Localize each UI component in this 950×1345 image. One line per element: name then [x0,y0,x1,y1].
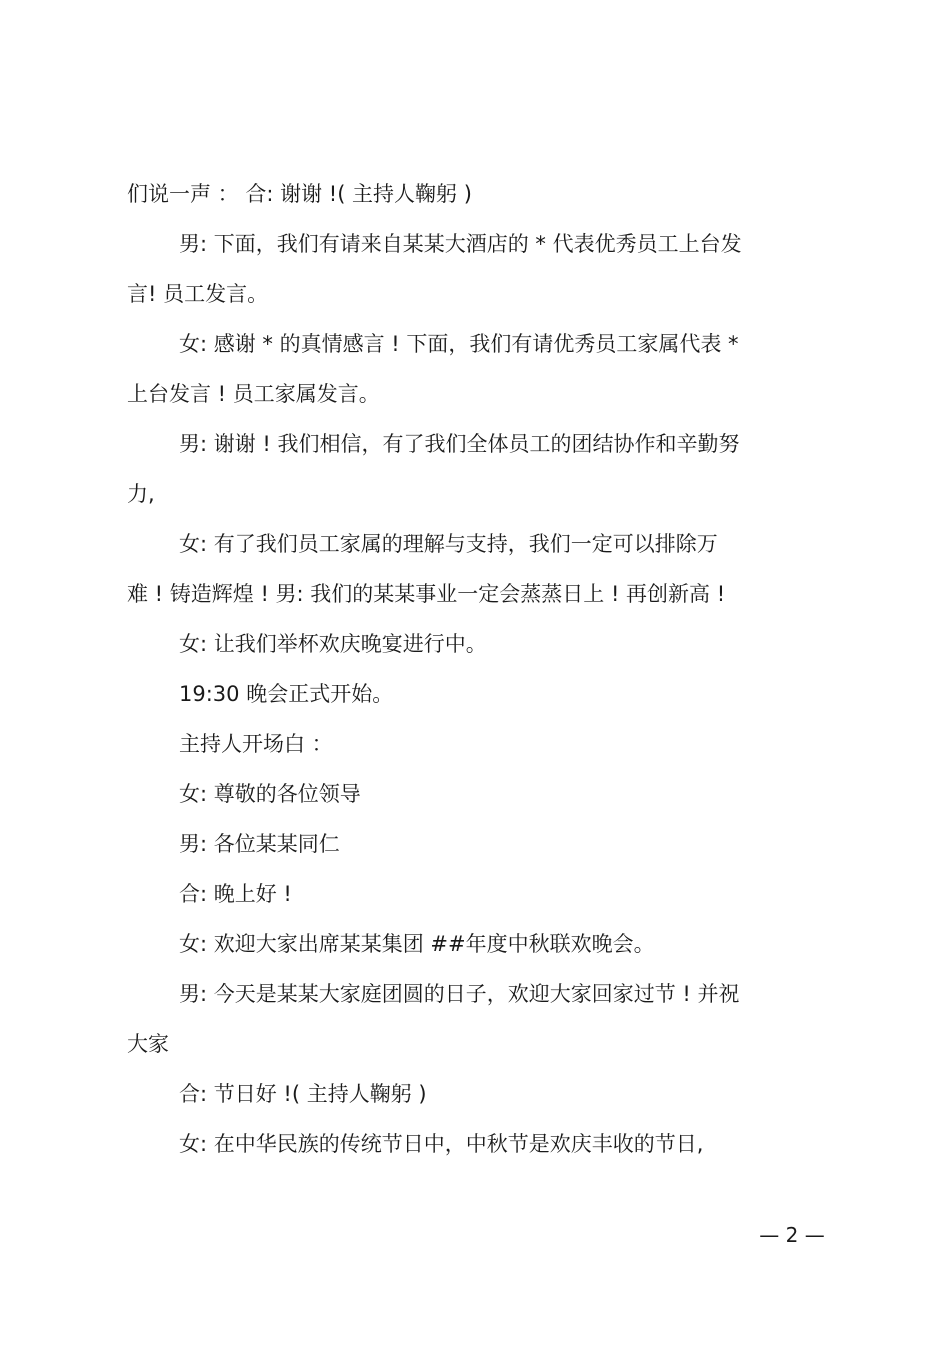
text-line: 上台发言 ! 员工家属发言。 [127,382,380,406]
text-line: 大家 [127,1032,169,1056]
text-line: 男: 下面，我们有请来自某某大酒店的 * 代表优秀员工上台发 [179,232,742,256]
text-line: 女: 让我们举杯欢庆晚宴进行中。 [179,632,487,656]
text-line: 合: 晚上好 ! [179,882,292,906]
text-line: 女: 在中华民族的传统节日中，中秋节是欢庆丰收的节日, [179,1132,704,1156]
text-line: 女: 有了我们员工家属的理解与支持，我们一定可以排除万 [179,532,718,556]
text-line: 们说一声 ： 合: 谢谢 !( 主持人鞠躬 ) [127,182,472,206]
text-line: 女: 尊敬的各位领导 [179,782,361,806]
text-line: 力, [127,482,155,506]
text-line: 言! 员工发言。 [127,282,269,306]
text-line: 女: 欢迎大家出席某某集团 ##年度中秋联欢晚会。 [179,932,655,956]
text-line: 男: 今天是某某大家庭团圆的日子，欢迎大家回家过节 ! 并祝 [179,982,740,1006]
document-body [127,172,832,1172]
text-line: 男: 谢谢 ! 我们相信，有了我们全体员工的团结协作和辛勤努 [179,432,740,456]
text-line: 男: 各位某某同仁 [179,832,340,856]
text-line: 19:30 晚会正式开始。 [179,682,394,706]
page-number: — 2 — [759,1223,825,1247]
text-line: 合: 节日好 !( 主持人鞠躬 ) [179,1082,427,1106]
text-line: 主持人开场白 ： [179,732,333,756]
text-line: 女: 感谢 * 的真情感言 ! 下面，我们有请优秀员工家属代表 * [179,332,739,356]
text-line: 难 ! 铸造辉煌 ! 男: 我们的某某事业一定会蒸蒸日上 ! 再创新高 ! [127,582,726,606]
